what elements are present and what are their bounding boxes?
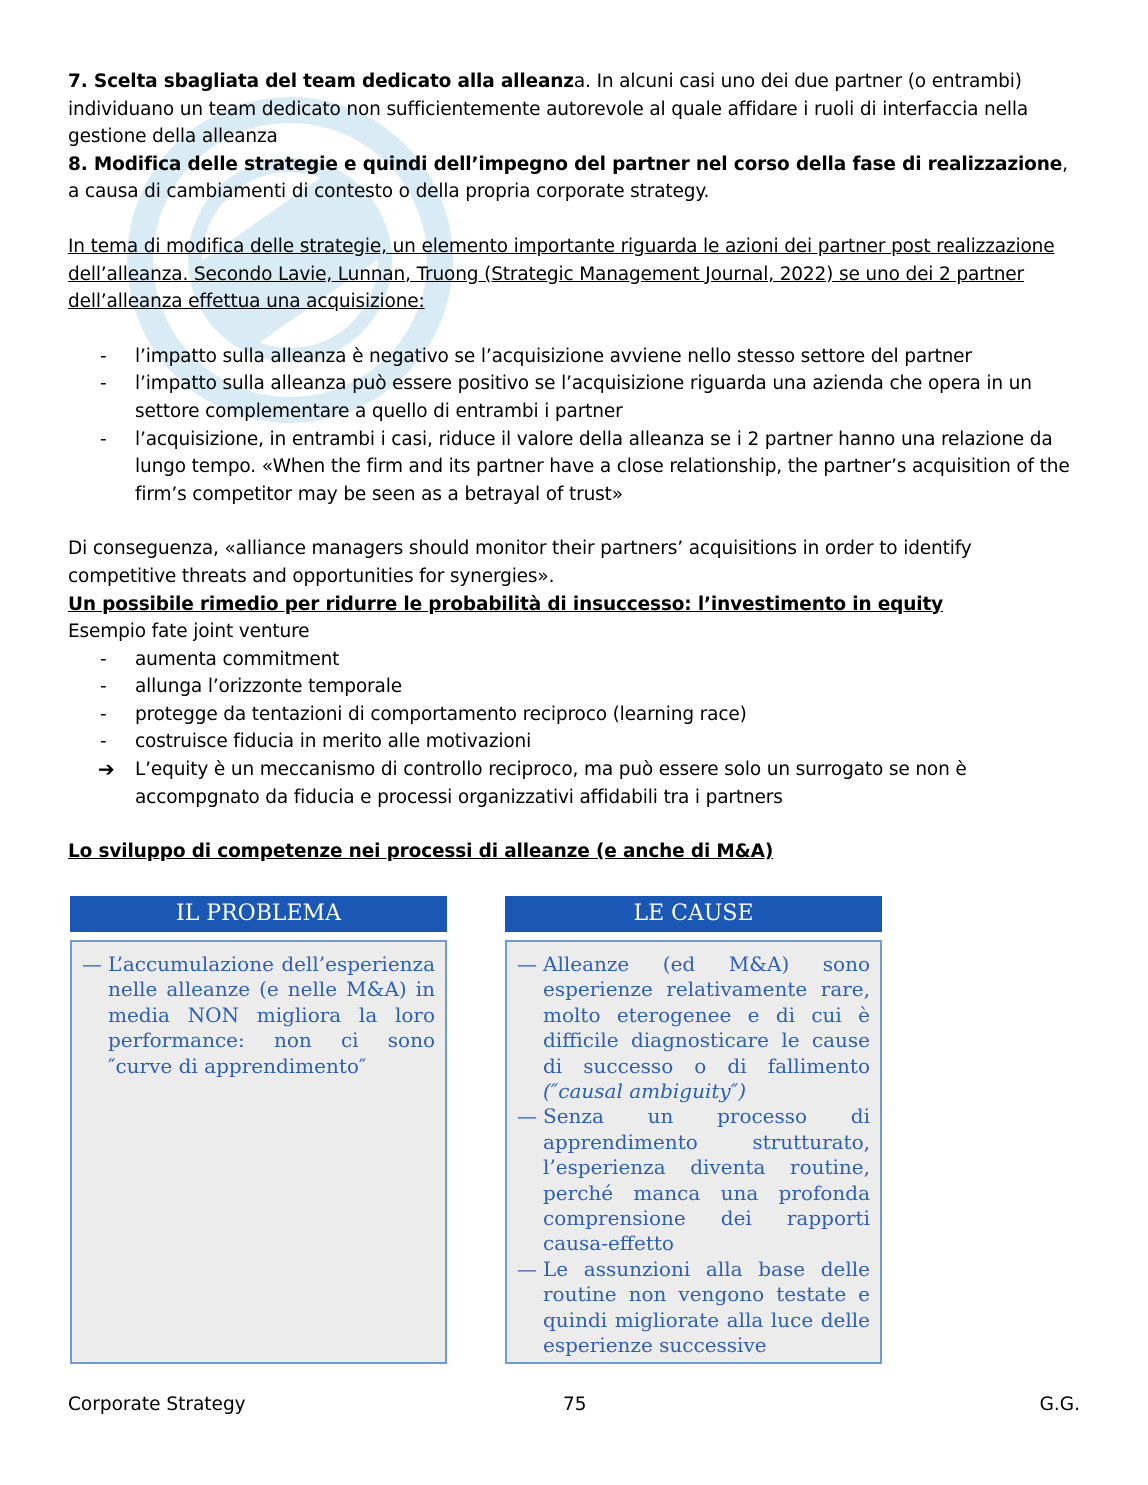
- causes-box: [505, 896, 882, 1364]
- arrow-right-icon: ➔: [98, 757, 115, 782]
- list-item-text: l’impatto sulla alleanza è negativo se l’acquisizione avviene nello stesso settore del partner: [135, 345, 972, 367]
- list-item: [68, 673, 1080, 701]
- dash-bullet: —: [82, 952, 102, 976]
- list-item: [68, 343, 1080, 371]
- list-item: [68, 701, 1080, 729]
- dash-bullet: -: [100, 731, 107, 753]
- dash-bullet: —: [517, 952, 537, 976]
- dash-bullet: -: [100, 345, 107, 367]
- page-footer: [68, 1394, 1080, 1420]
- list-item-text: protegge da tentazioni di comportamento reciproco (learning race): [135, 703, 747, 725]
- dash-bullet: —: [517, 1104, 537, 1129]
- cause-item-italic: (″causal ambiguity″): [543, 1079, 746, 1104]
- list-item: [68, 646, 1080, 674]
- problem-item-text: L’accumulazione dell’esperienza nelle alleanze (e nelle M&A) in media NON migliora la loro performance: non ci sono ″curve di apprendimento″: [108, 952, 435, 1078]
- list-item-conclusion: [68, 756, 1080, 811]
- cause-item: [513, 1257, 870, 1359]
- page-body: [68, 68, 1080, 866]
- causes-box-body: [505, 940, 882, 1364]
- acquisition-list: [68, 343, 1080, 509]
- problem-box: [70, 896, 447, 1364]
- example-line: Esempio fate joint venture: [68, 621, 310, 643]
- dash-bullet: -: [100, 428, 107, 450]
- paragraph-7: [68, 68, 1080, 151]
- list-item-text: l’impatto sulla alleanza può essere positivo se l’acquisizione riguarda una azienda che opera in un settore complementare a quello di entrambi i partner: [135, 373, 1032, 422]
- dash-bullet: -: [100, 703, 107, 725]
- footer-right: G.G.: [1039, 1394, 1080, 1415]
- cause-item: [513, 1104, 870, 1256]
- list-item-text: allunga l’orizzonte temporale: [135, 676, 402, 698]
- cause-item-text: Le assunzioni alla base delle routine non vengono testate e quindi migliorate alla luce delle esperienze successive: [543, 1256, 870, 1358]
- remedy-heading: [68, 591, 1080, 619]
- consequence-paragraph: Di conseguenza, «alliance managers should monitor their partners’ acquisitions in order to identify competitive threats and opportunities for synergies».: [68, 538, 972, 587]
- paragraph-7-text: a. In alcuni casi uno dei due partner (o entrambi) individuano un team dedicato non sufficientemente autorevole al quale affidare i ruoli di interfaccia nella gestione della alleanza: [68, 71, 1029, 148]
- acquisition-intro: In tema di modifica delle strategie, un elemento importante riguarda le azioni dei partner post realizzazione dell’alleanza. Secondo Lavie, Lunnan, Truong (Strategic Management Journal, 2022) se uno dei 2 partner dell’alleanza effettua una acquisizione:: [68, 235, 1055, 313]
- page-number: 75: [563, 1394, 587, 1415]
- dash-bullet: -: [100, 648, 107, 670]
- list-item: [68, 426, 1080, 509]
- remedy-heading-text: Un possibile rimedio per ridurre le probabilità di insuccesso: l’investimento in equity: [68, 593, 944, 615]
- causes-box-title: LE CAUSE: [505, 896, 882, 932]
- footer-left: Corporate Strategy: [68, 1394, 246, 1415]
- list-item-text: costruisce fiducia in merito alle motivazioni: [135, 731, 532, 753]
- dash-bullet: —: [517, 1256, 537, 1281]
- paragraph-8-text: , a causa di cambiamenti di contesto o della propria corporate strategy.: [68, 153, 1068, 203]
- list-item-text: aumenta commitment: [135, 648, 340, 670]
- dash-bullet: -: [100, 676, 107, 698]
- paragraph-7-bold: 7. Scelta sbagliata del team dedicato alla alleanz: [68, 71, 574, 92]
- list-item: [68, 728, 1080, 756]
- cause-item: [513, 952, 870, 1104]
- list-item-text: L’equity è un meccanismo di controllo reciproco, ma può essere solo un surrogato se non è accompgnato da fiducia e processi organizzativi affidabili tra i partners: [135, 759, 967, 808]
- problem-box-title: IL PROBLEMA: [70, 896, 447, 932]
- paragraph-8: [68, 151, 1080, 206]
- problem-item: [78, 952, 435, 1079]
- cause-item-text: Senza un processo di apprendimento strutturato, l’esperienza diventa routine, perché manca una profonda comprensione dei rapporti causa-effetto: [543, 1104, 870, 1256]
- section-heading-text: Lo sviluppo di competenze nei processi di alleanze (e anche di M&A): [68, 841, 774, 863]
- cause-item-text: Alleanze (ed M&A) sono esperienze relativamente rare, molto eterogenee e di cui è difficile diagnosticare le cause di successo o di fallimento: [543, 952, 870, 1078]
- list-item-text: l’acquisizione, in entrambi i casi, riduce il valore della alleanza se i 2 partner hanno una relazione da lungo tempo. «When the firm and its partner have a close relationship, the partner’s acquisition of the firm’s competitor may be seen as a betrayal of trust»: [135, 428, 1070, 505]
- equity-list: [68, 646, 1080, 812]
- problem-box-body: [70, 940, 447, 1364]
- paragraph-8-bold: 8. Modifica delle strategie e quindi dell’impegno del partner nel corso della fase di realizzazione: [68, 153, 1063, 175]
- dash-bullet: -: [100, 373, 107, 395]
- section-heading: [68, 838, 1080, 866]
- list-item: [68, 370, 1080, 425]
